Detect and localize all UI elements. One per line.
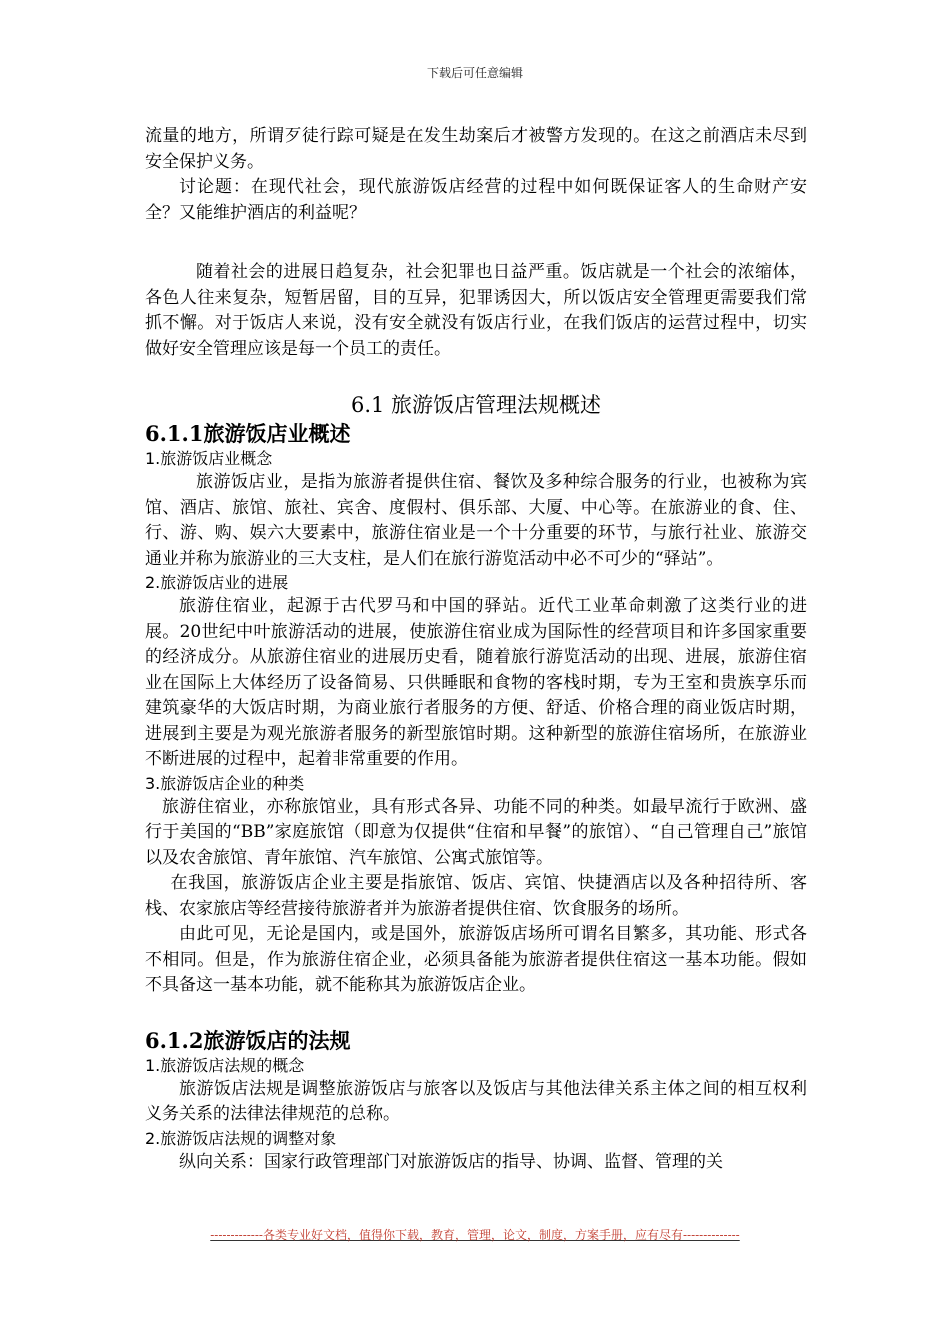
document-body bbox=[145, 124, 807, 1175]
item-heading-law-concept: 1.旅游饭店法规的概念 bbox=[145, 1055, 305, 1075]
page-header: 下载后可任意编辑 bbox=[426, 66, 523, 80]
subsection-title-6-1-2: 6.1.2旅游饭店的法规 bbox=[145, 1027, 351, 1053]
item-paragraph-types-2: 在我国，旅游饭店企业主要是指旅馆、饭店、宾馆、快捷酒店以及各种招待所、客栈、农家旅店等经营接待旅游者并为旅游者提供住宿、饮食服务的场所。 bbox=[145, 873, 807, 919]
item-paragraph-development: 旅游住宿业，起源于古代罗马和中国的驿站。近代工业革命刺激了这类行业的进展。20世纪中叶旅游活动的进展，使旅游住宿业成为国际性的经营项目和许多国家重要的经济成分。从旅游住宿业的进展历史看，随着旅行游览活动的出现、进展，旅游住宿业在国际上大体经历了设备简易、只供睡眠和食物的客栈时期，专为王室和贵族享乐而建筑豪华的大饭店时期，为商业旅行者服务的方便、舒适、价格合理的商业饭店时期，进展到主要是为观光旅游者服务的新型旅馆时期。这种新型的旅游住宿场所，在旅游业不断进展的过程中，起着非常重要的作用。 bbox=[145, 596, 807, 769]
subsection-title-6-1-1: 6.1.1旅游饭店业概述 bbox=[145, 421, 351, 446]
item-paragraph-types-1: 旅游住宿业，亦称旅馆业，具有形式各异、功能不同的种类。如最早流行于欧洲、盛行于美国的“BB”家庭旅馆（即意为仅提供“住宿和早餐”的旅馆）、“自己管理自己”旅馆以及农舍旅馆、青年旅馆、汽车旅馆、公寓式旅馆等。 bbox=[145, 796, 807, 868]
item-heading-law-objects: 2.旅游饭店法规的调整对象 bbox=[145, 1128, 337, 1148]
item-paragraph-law-objects: 纵向关系：国家行政管理部门对旅游饭店的指导、协调、监督、管理的关 bbox=[179, 1151, 723, 1172]
discussion-question: 讨论题：在现代社会，现代旅游饭店经营的过程中如何既保证客人的生命财产安全？又能维护酒店的利益呢？ bbox=[145, 177, 807, 223]
item-paragraph-types-3: 由此可见，无论是国内，或是国外，旅游饭店场所可谓名目繁多，其功能、形式各不相同。但是，作为旅游住宿企业，必须具备能为旅游者提供住宿这一基本功能。假如不具备这一基本功能，就不能称其为旅游饭店企业。 bbox=[145, 924, 807, 995]
item-heading-concept: 1.旅游饭店业概念 bbox=[145, 449, 273, 468]
item-paragraph-law-concept: 旅游饭店法规是调整旅游饭店与旅客以及饭店与其他法律关系主体之间的相互权利义务关系的法律法律规范的总称。 bbox=[145, 1078, 807, 1124]
section-title: 6.1 旅游饭店管理法规概述 bbox=[350, 393, 602, 417]
case-paragraph-end: 流量的地方，所谓歹徒行踪可疑是在发生劫案后才被警方发现的。在这之前酒店未尽到安全保护义务。 bbox=[145, 126, 807, 172]
page-footer-ad: -------------各类专业好文档，值得你下载，教育，管理，论文，制度，方案手册，应有尽有-------------- bbox=[210, 1228, 740, 1242]
item-paragraph-concept: 旅游饭店业，是指为旅游者提供住宿、餐饮及多种综合服务的行业，也被称为宾馆、酒店、旅馆、旅社、宾舍、度假村、俱乐部、大厦、中心等。在旅游业的食、住、行、游、购、娱六大要素中，旅游住宿业是一个十分重要的环节，与旅行社业、旅游交通业并称为旅游业的三大支柱，是人们在旅行游览活动中必不可少的“驿站”。 bbox=[145, 472, 807, 569]
intro-paragraph: 随着社会的进展日趋复杂，社会犯罪也日益严重。饭店就是一个社会的浓缩体，各色人往来复杂，短暂居留，目的互异，犯罪诱因大，所以饭店安全管理更需要我们常抓不懈。对于饭店人来说，没有安全就没有饭店行业，在我们饭店的运营过程中，切实做好安全管理应该是每一个员工的责任。 bbox=[145, 262, 807, 359]
item-heading-development: 2.旅游饭店业的进展 bbox=[145, 573, 289, 592]
item-heading-types: 3.旅游饭店企业的种类 bbox=[145, 773, 305, 793]
